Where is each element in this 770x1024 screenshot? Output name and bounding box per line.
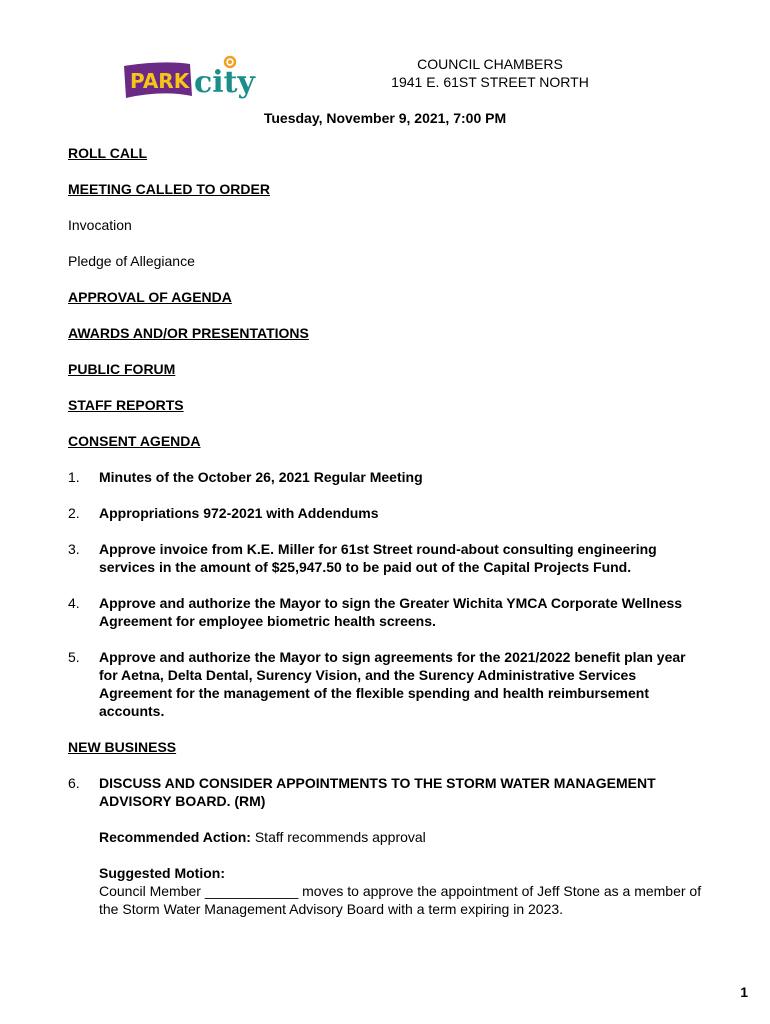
suggested-motion-text: Council Member ____________ moves to approve the appointment of Jeff Stone as a member of the Storm Water Management Advisory Board with a term expiring in 2023. [99,883,702,917]
location-line-2: 1941 E. 61ST STREET NORTH [391,74,589,90]
recommended-action-text: Staff recommends approval [250,829,426,845]
logo-park-text: PARK [130,69,190,93]
consent-item [68,504,708,522]
item-text: Approve and authorize the Mayor to sign agreements for the 2021/2022 benefit plan year for Aetna, Delta Dental, Surency Vision, and the Surency Administrative Services Agreement for the management of the flexible spending and health reimbursement accounts. [99,649,686,719]
consent-item [68,594,708,630]
section-approval: APPROVAL OF AGENDA [68,289,232,305]
consent-item [68,648,708,720]
item-number: 3. [68,541,80,557]
location-line-1: COUNCIL CHAMBERS [417,56,563,72]
item-number: 6. [68,775,80,791]
suggested-motion [99,864,708,918]
section-awards: AWARDS AND/OR PRESENTATIONS [68,325,309,341]
item-number: 4. [68,595,80,611]
recommended-action [99,828,708,846]
meeting-date: Tuesday, November 9, 2021, 7:00 PM [263,110,507,126]
recommended-action-label: Recommended Action: [99,829,251,845]
item-text: Appropriations 972-2021 with Addendums [99,505,379,521]
consent-item [68,468,708,486]
park-city-logo [122,52,268,102]
section-roll-call: ROLL CALL [68,145,148,161]
suggested-motion-label: Suggested Motion: [99,865,225,881]
item-number: 1. [68,469,80,485]
agenda-body [68,144,708,918]
item-number: 5. [68,649,80,665]
new-business-item [68,774,708,810]
item-number: 2. [68,505,80,521]
logo-city-text: city [194,65,255,100]
section-staff-reports: STAFF REPORTS [68,397,184,413]
consent-item [68,540,708,576]
section-consent-agenda: CONSENT AGENDA [68,433,201,449]
pledge: Pledge of Allegiance [68,253,195,269]
location-block [330,55,650,91]
section-public-forum: PUBLIC FORUM [68,361,176,377]
page-number: 1 [740,984,748,1000]
item-text: Approve and authorize the Mayor to sign the Greater Wichita YMCA Corporate Wellness Agreement for employee biometric health screens. [99,595,683,629]
section-called-to-order: MEETING CALLED TO ORDER [68,181,270,197]
invocation: Invocation [68,217,132,233]
section-new-business: NEW BUSINESS [68,739,177,755]
item-text: Minutes of the October 26, 2021 Regular Meeting [99,469,423,485]
item-text: Approve invoice from K.E. Miller for 61st Street round-about consulting engineering services in the amount of $25,947.50 to be paid out of the Capital Projects Fund. [99,541,657,575]
item-text: DISCUSS AND CONSIDER APPOINTMENTS TO THE STORM WATER MANAGEMENT ADVISORY BOARD. (RM) [99,775,656,809]
